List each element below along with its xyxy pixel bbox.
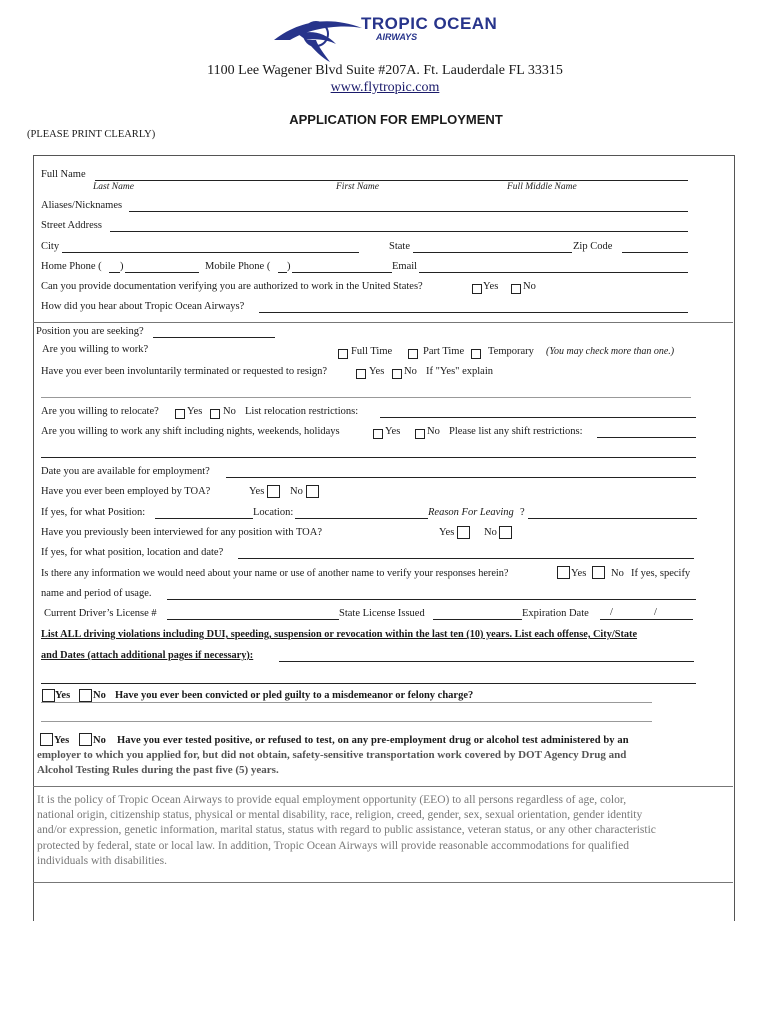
print-note: (PLEASE PRINT CLEARLY)	[27, 129, 156, 140]
referral-field[interactable]	[259, 312, 688, 313]
prior-position-label: If yes, for what Position:	[41, 507, 146, 518]
email-field[interactable]	[419, 272, 688, 273]
relocation-restrictions-label: List relocation restrictions:	[245, 406, 359, 417]
violations-instructions: List ALL driving violations including DUI, speeding, suspension or revocation within the last ten (10) years. List each offense, City/State	[41, 629, 638, 640]
shift-restrictions-field[interactable]	[597, 437, 696, 438]
mobile-phone-field[interactable]	[292, 272, 392, 273]
violations-field-2[interactable]	[41, 683, 696, 684]
termination-yes-checkbox[interactable]	[356, 369, 366, 379]
other-name-question: Is there any information we would need about your name or use of another name to verify your responses herein?	[41, 568, 509, 579]
mobile-phone-label: Mobile Phone (	[205, 261, 271, 272]
middle-name-hint: Full Middle Name	[507, 182, 577, 192]
street-label: Street Address	[41, 220, 102, 231]
brand-name: TROPIC OCEAN	[361, 14, 498, 33]
eeo-line-3: and/or expression, genetic information, marital status, status with regard to public assistance, veteran status, or any other characteristic	[37, 824, 656, 836]
drug-test-question-1: Have you ever tested positive, or refused to test, on any pre-employment drug or alcohol test administered by an	[117, 735, 629, 746]
drug-test-no-label: No	[93, 735, 106, 746]
form-title: APPLICATION FOR EMPLOYMENT	[289, 112, 503, 127]
termination-question: Have you ever been involuntarily terminated or requested to resign?	[41, 366, 328, 377]
company-website-link[interactable]: www.flytropic.com	[330, 80, 440, 95]
work-auth-no-checkbox[interactable]	[511, 284, 521, 294]
date-available-field[interactable]	[226, 477, 696, 478]
last-name-hint: Last Name	[93, 182, 134, 192]
relocate-question: Are you willing to relocate?	[41, 406, 159, 417]
shift-restrictions-label: Please list any shift restrictions:	[449, 426, 583, 437]
full-time-checkbox[interactable]	[338, 349, 348, 359]
employed-toa-no-label: No	[290, 486, 303, 497]
other-name-yes-checkbox[interactable]	[557, 566, 570, 579]
interviewed-no-label: No	[484, 527, 497, 538]
license-state-field[interactable]	[433, 619, 522, 620]
prior-position-field[interactable]	[155, 518, 253, 519]
home-phone-paren: )	[120, 261, 124, 272]
eeo-divider	[33, 786, 733, 787]
other-name-no-label: No	[611, 568, 624, 579]
interview-details-label: If yes, for what position, location and date?	[41, 547, 224, 558]
employed-toa-question: Have you ever been employed by TOA?	[41, 486, 211, 497]
termination-explain-label: If "Yes" explain	[426, 366, 493, 377]
eeo-line-1: It is the policy of Tropic Ocean Airways to provide equal employment opportunity (EEO) to all persons regardless of age, color,	[37, 794, 627, 806]
convicted-yes-label: Yes	[55, 690, 71, 701]
city-label: City	[41, 241, 60, 252]
mobile-phone-area-field[interactable]	[278, 272, 287, 273]
interview-details-field[interactable]	[238, 558, 694, 559]
zip-field[interactable]	[622, 252, 688, 253]
name-period-label: name and period of usage.	[41, 588, 152, 599]
license-number-label: Current Driver’s License #	[44, 608, 157, 619]
interviewed-no-checkbox[interactable]	[499, 526, 512, 539]
other-name-no-checkbox[interactable]	[592, 566, 605, 579]
relocation-restrictions-field[interactable]	[380, 417, 696, 418]
prior-location-label: Location:	[253, 507, 294, 518]
termination-no-checkbox[interactable]	[392, 369, 402, 379]
zip-label: Zip Code	[573, 241, 613, 252]
convicted-field[interactable]	[41, 702, 652, 703]
drug-test-no-checkbox[interactable]	[79, 733, 92, 746]
license-expiration-field[interactable]	[600, 619, 693, 620]
eeo-line-4: protected by federal, state or local law. In addition, Tropic Ocean Airways will provide reasonable accommodations for qualified	[37, 840, 629, 852]
employed-toa-yes-checkbox[interactable]	[267, 485, 280, 498]
part-time-checkbox[interactable]	[408, 349, 418, 359]
full-time-label: Full Time	[351, 346, 393, 357]
drug-test-question-3: Alcohol Testing Rules during the past five (5) years.	[37, 764, 279, 776]
reason-leaving-label: Reason For Leaving	[428, 507, 514, 518]
part-time-label: Part Time	[423, 346, 465, 357]
shift-yes-checkbox[interactable]	[373, 429, 383, 439]
interviewed-yes-label: Yes	[439, 527, 455, 538]
expiration-slash-2: /	[654, 607, 657, 618]
drug-test-question-2: employer to which you applied for, but did not obtain, safety-sensitive transportation work covered by DOT Agency Drug and	[37, 749, 627, 761]
street-field[interactable]	[110, 231, 688, 232]
name-period-field[interactable]	[167, 599, 696, 600]
check-more-hint: (You may check more than one.)	[546, 346, 675, 357]
relocate-yes-checkbox[interactable]	[175, 409, 185, 419]
violations-field[interactable]	[279, 661, 694, 662]
expiration-slash-1: /	[610, 607, 613, 618]
eeo-line-2: national origin, citizenship status, physical or mental disability, race, religion, creed, gender, sex, sexual orientation, gender identity	[37, 809, 643, 821]
aliases-field[interactable]	[129, 211, 688, 212]
relocate-no-checkbox[interactable]	[210, 409, 220, 419]
license-state-label: State License Issued	[339, 608, 425, 619]
shift-no-checkbox[interactable]	[415, 429, 425, 439]
position-field[interactable]	[153, 337, 275, 338]
license-number-field[interactable]	[167, 619, 339, 620]
brand-subname: AIRWAYS	[376, 32, 418, 42]
convicted-field-2[interactable]	[41, 721, 652, 722]
work-auth-yes-label: Yes	[483, 281, 499, 292]
shift-restrictions-field-2[interactable]	[41, 457, 696, 458]
full-name-field[interactable]	[95, 180, 688, 181]
state-label: State	[389, 241, 410, 252]
termination-no-label: No	[404, 366, 417, 377]
relocate-no-label: No	[223, 406, 236, 417]
temporary-checkbox[interactable]	[471, 349, 481, 359]
interviewed-question: Have you previously been interviewed for any position with TOA?	[41, 527, 323, 538]
referral-question: How did you hear about Tropic Ocean Airways?	[41, 301, 245, 312]
work-auth-question: Can you provide documentation verifying you are authorized to work in the United States?	[41, 281, 423, 292]
bird-logo-icon	[270, 10, 365, 65]
email-label: Email	[392, 261, 418, 272]
employed-toa-yes-label: Yes	[249, 486, 265, 497]
first-name-hint: First Name	[336, 182, 380, 192]
termination-yes-label: Yes	[369, 366, 385, 377]
convicted-yes-checkbox[interactable]	[42, 689, 55, 702]
eeo-line-5: individuals with disabilities.	[37, 855, 168, 867]
license-expiration-label: Expiration Date	[522, 608, 589, 619]
drug-test-yes-checkbox[interactable]	[40, 733, 53, 746]
termination-explain-field[interactable]	[41, 397, 691, 398]
employed-toa-no-checkbox[interactable]	[306, 485, 319, 498]
convicted-no-label: No	[93, 690, 106, 701]
home-phone-label: Home Phone (	[41, 261, 102, 272]
violations-instructions-2: and Dates (attach additional pages if necessary):	[41, 650, 254, 661]
convicted-question: Have you ever been convicted or pled guilty to a misdemeanor or felony charge?	[115, 690, 474, 701]
interviewed-yes-checkbox[interactable]	[457, 526, 470, 539]
relocate-yes-label: Yes	[187, 406, 203, 417]
date-available-label: Date you are available for employment?	[41, 466, 210, 477]
shift-yes-label: Yes	[385, 426, 401, 437]
shift-question: Are you willing to work any shift including nights, weekends, holidays	[41, 426, 340, 437]
aliases-label: Aliases/Nicknames	[41, 200, 123, 211]
reason-leaving-field[interactable]	[528, 518, 697, 519]
availability-question: Are you willing to work?	[42, 344, 149, 355]
other-name-yes-label: Yes	[571, 568, 587, 579]
home-phone-field[interactable]	[125, 272, 199, 273]
form-frame	[33, 155, 735, 921]
home-phone-area-field[interactable]	[109, 272, 120, 273]
other-name-specify-label: If yes, specify	[631, 568, 691, 579]
shift-no-label: No	[427, 426, 440, 437]
company-address: 1100 Lee Wagener Blvd Suite #207A. Ft. Lauderdale FL 33315	[207, 63, 563, 78]
section-divider	[33, 322, 733, 323]
convicted-no-checkbox[interactable]	[79, 689, 92, 702]
prior-location-field[interactable]	[295, 518, 428, 519]
full-name-label: Full Name	[41, 169, 86, 180]
reason-leaving-qmark: ?	[520, 507, 525, 518]
city-field[interactable]	[62, 252, 359, 253]
drug-test-yes-label: Yes	[54, 735, 70, 746]
mobile-phone-paren: )	[287, 261, 291, 272]
work-auth-no-label: No	[523, 281, 536, 292]
state-field[interactable]	[413, 252, 572, 253]
temporary-label: Temporary	[488, 346, 534, 357]
position-label: Position you are seeking?	[36, 326, 144, 337]
bottom-divider	[33, 882, 733, 883]
work-auth-yes-checkbox[interactable]	[472, 284, 482, 294]
